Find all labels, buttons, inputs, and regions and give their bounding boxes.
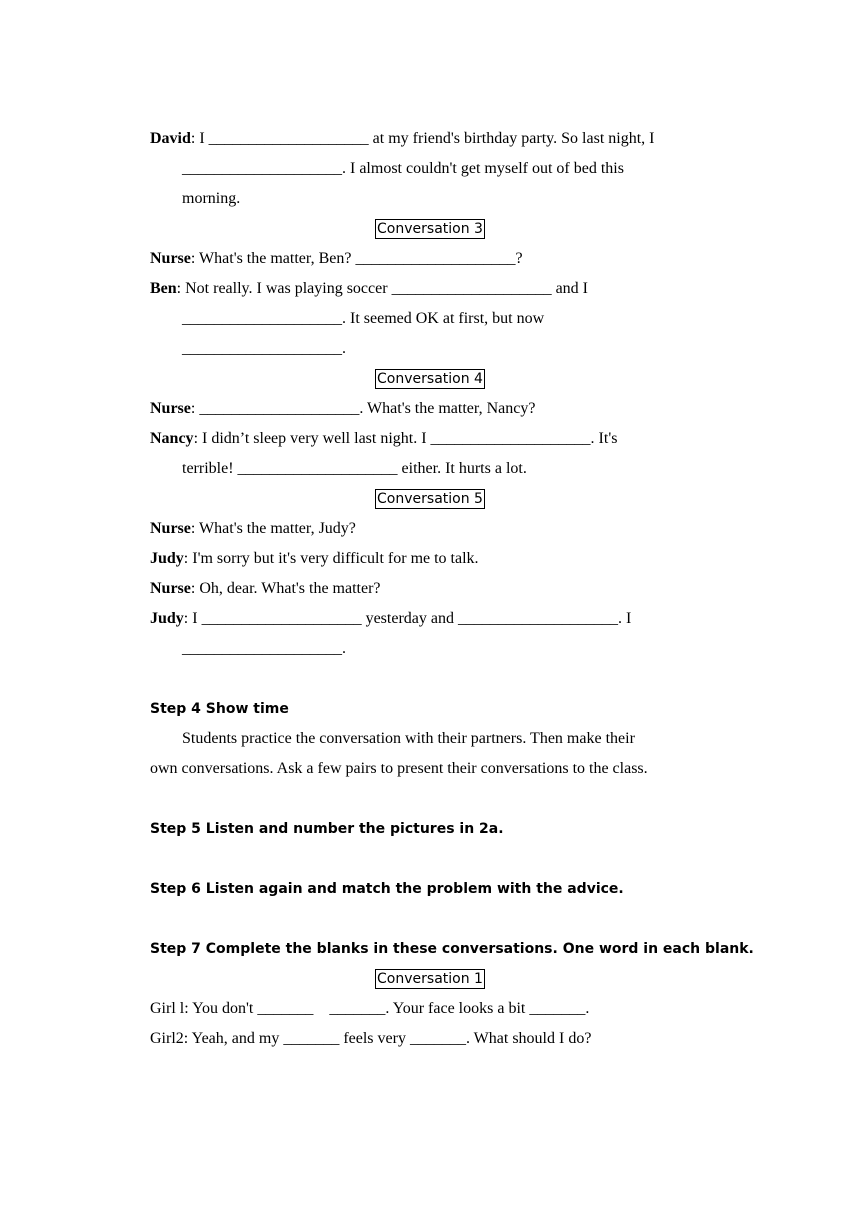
conversation-5-title-row xyxy=(150,484,710,514)
conversation-3-title: Conversation 3 xyxy=(377,221,483,238)
conversation-1-title-row xyxy=(150,964,710,994)
speaker-name: David xyxy=(150,130,191,147)
conversation-4-title-row xyxy=(150,364,710,394)
david-line-1 xyxy=(150,124,710,154)
dialogue-text: : I ____________________ yesterday and ____________________. I xyxy=(183,610,632,627)
step-5-heading: Step 5 Listen and number the pictures in 2a. xyxy=(150,821,504,837)
speaker-name: Judy xyxy=(150,610,184,627)
conversation-3-title-row xyxy=(150,214,710,244)
dialogue-text: : ____________________. What's the matter, Nancy? xyxy=(190,400,536,417)
david-line-2: ____________________. I almost couldn't get myself out of bed this xyxy=(182,160,624,177)
spacer xyxy=(150,664,710,694)
dialogue-text: : I ____________________ at my friend's birthday party. So last night, I xyxy=(190,130,655,147)
girl1-line: Girl l: You don't _______ _______. Your face looks a bit _______. xyxy=(150,1000,590,1017)
speaker-name: Ben xyxy=(150,280,177,297)
dialogue-text: : I'm sorry but it's very difficult for me to talk. xyxy=(183,550,479,567)
spacer xyxy=(150,784,710,814)
speaker-name: Nancy xyxy=(150,430,194,447)
step-7-heading: Step 7 Complete the blanks in these conversations. One word in each blank. xyxy=(150,941,754,957)
speaker-name: Nurse xyxy=(150,400,191,417)
speaker-name: Nurse xyxy=(150,250,191,267)
nancy-line-2: terrible! ____________________ either. It hurts a lot. xyxy=(182,460,527,477)
nurse-line xyxy=(150,514,710,544)
conversation-5-title: Conversation 5 xyxy=(377,491,483,508)
nancy-line-1 xyxy=(150,424,710,454)
step-6-heading: Step 6 Listen again and match the problem with the advice. xyxy=(150,881,624,897)
dialogue-text: : I didn’t sleep very well last night. I ____________________. It's xyxy=(193,430,618,447)
speaker-name: Judy xyxy=(150,550,184,567)
judy-line-2: ____________________. xyxy=(182,640,346,657)
dialogue-text: : What's the matter, Ben? ____________________? xyxy=(190,250,523,267)
speaker-name: Nurse xyxy=(150,520,191,537)
step-4-heading: Step 4 Show time xyxy=(150,701,289,717)
dialogue-text: : Oh, dear. What's the matter? xyxy=(190,580,381,597)
ben-line-1 xyxy=(150,274,710,304)
judy-line-1 xyxy=(150,604,710,634)
conversation-4-title: Conversation 4 xyxy=(377,371,483,388)
step-4-paragraph-line-2: own conversations. Ask a few pairs to present their conversations to the class. xyxy=(150,760,648,777)
david-line-3: morning. xyxy=(182,190,241,207)
nurse-line xyxy=(150,244,710,274)
spacer xyxy=(150,904,710,934)
dialogue-text: : Not really. I was playing soccer ____________________ and I xyxy=(176,280,588,297)
spacer xyxy=(150,844,710,874)
judy-line xyxy=(150,544,710,574)
speaker-name: Nurse xyxy=(150,580,191,597)
nurse-line xyxy=(150,574,710,604)
ben-line-3: ____________________. xyxy=(182,340,346,357)
step-4-paragraph-line-1: Students practice the conversation with their partners. Then make their xyxy=(182,730,635,747)
ben-line-2: ____________________. It seemed OK at first, but now xyxy=(182,310,545,327)
dialogue-text: : What's the matter, Judy? xyxy=(190,520,356,537)
conversation-1-title: Conversation 1 xyxy=(377,971,483,988)
girl2-line: Girl2: Yeah, and my _______ feels very _______. What should I do? xyxy=(150,1030,592,1047)
nurse-line xyxy=(150,394,710,424)
worksheet-page xyxy=(150,124,754,1054)
